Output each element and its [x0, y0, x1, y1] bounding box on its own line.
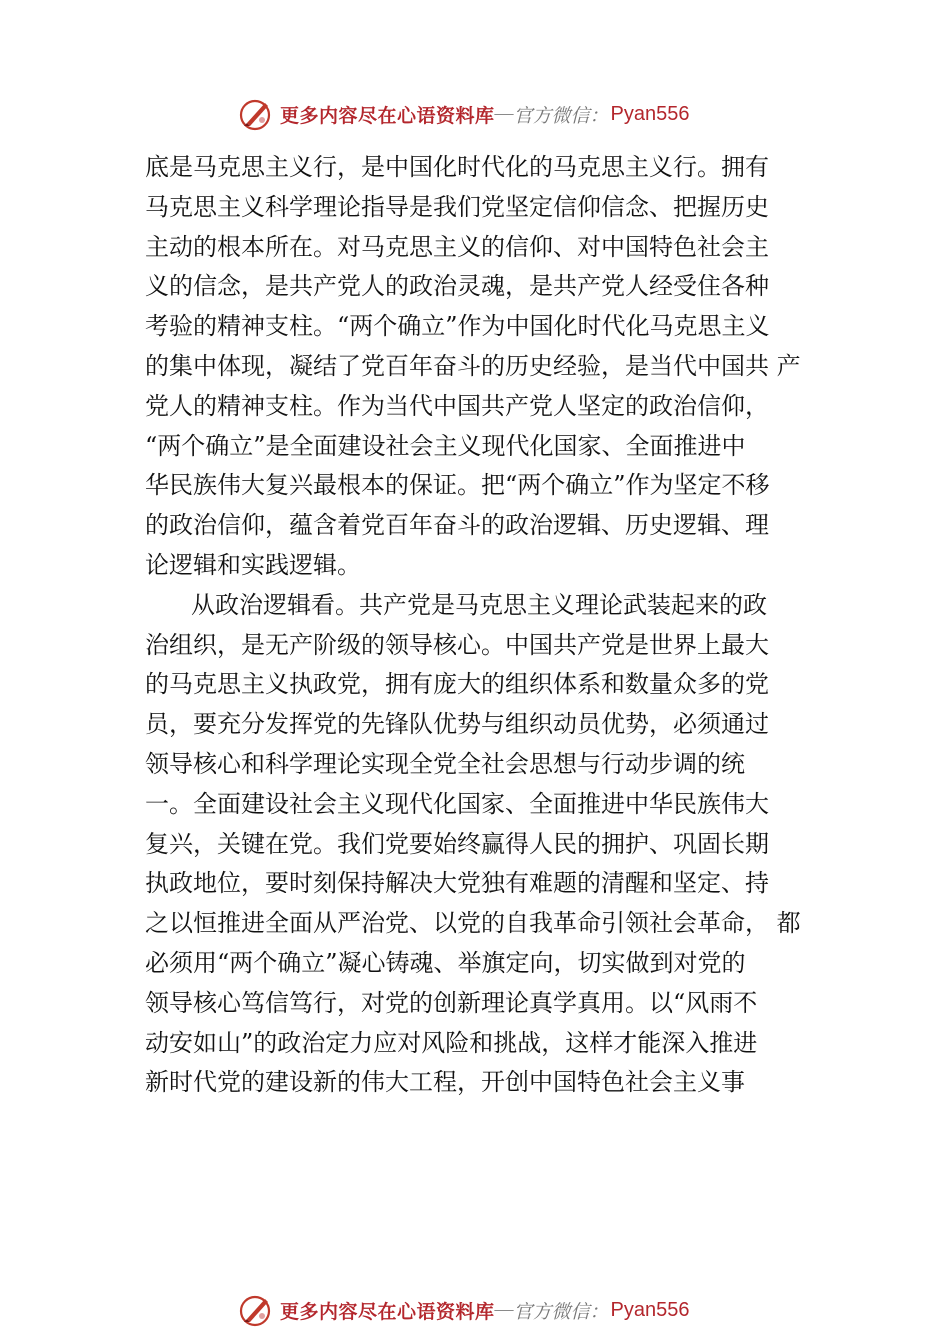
banner-brand-text: 更多内容尽在心语资料库 [280, 1300, 495, 1323]
quill-logo-icon [238, 96, 274, 132]
text-line: 新时代党的建设新的伟大工程，开创中国特色社会主义事 [145, 1068, 745, 1097]
text-line: 动安如山”的政治定力应对风险和挑战，这样才能深入推进 [145, 1028, 758, 1057]
text-line: 领导核心笃信笃行，对党的创新理论真学真用。以“风雨不 [145, 988, 758, 1017]
document-body [145, 148, 835, 1103]
banner-wechat-id: Pyan556 [610, 1298, 690, 1321]
text-line: 复兴，关键在党。我们党要始终赢得人民的拥护、巩固长期 [145, 829, 769, 858]
banner-brand-text: 更多内容尽在心语资料库 [280, 104, 495, 127]
text-line: 的集中体现，凝结了党百年奋斗的历史经验，是当代中国共 产 [145, 351, 801, 380]
text-line: 考验的精神支柱。“两个确立”作为中国化时代化马克思主义 [145, 312, 770, 341]
text-line: 底是马克思主义行，是中国化时代化的马克思主义行。拥有 [145, 153, 769, 181]
text-line: 义的信念，是共产党人的政治灵魂，是共产党人经受住各种 [145, 272, 769, 301]
text-line: 治组织，是无产阶级的领导核心。中国共产党是世界上最大 [145, 630, 769, 659]
text-line: 从政治逻辑看。共产党是马克思主义理论武装起来的政 [191, 590, 767, 619]
banner-dash: — [494, 103, 514, 124]
banner-wechat-label: 官方微信： [513, 1300, 609, 1323]
paragraph-1 [145, 148, 835, 586]
text-line: 执政地位，要时刻保持解决大党独有难题的清醒和坚定、持 [145, 869, 769, 898]
banner-wechat-id: Pyan556 [610, 102, 690, 125]
quill-logo-icon [238, 1292, 274, 1328]
text-line: 的马克思主义执政党，拥有庞大的组织体系和数量众多的党 [145, 670, 769, 699]
banner-wechat-label: 官方微信： [513, 104, 609, 127]
text-line: 之以恒推进全面从严治党、以党的自我革命引领社会革命， 都 [145, 909, 801, 938]
text-line: 党人的精神支柱。作为当代中国共产党人坚定的政治信仰， [145, 391, 769, 420]
text-line: 华民族伟大复兴最根本的保证。把“两个确立”作为坚定不移 [145, 471, 770, 500]
text-line: 主动的根本所在。对马克思主义的信仰、对中国特色社会主 [145, 232, 769, 261]
paragraph-2 [145, 586, 835, 1103]
text-line: 员，要充分发挥党的先锋队优势与组织动员优势，必须通过 [145, 710, 769, 739]
footer-banner [238, 1290, 738, 1330]
text-line: 领导核心和科学理论实现全党全社会思想与行动步调的统 [145, 749, 745, 778]
text-line: 必须用“两个确立”凝心铸魂、举旗定向，切实做到对党的 [145, 948, 746, 977]
text-line: “两个确立”是全面建设社会主义现代化国家、全面推进中 [145, 431, 746, 460]
text-line: 的政治信仰，蕴含着党百年奋斗的政治逻辑、历史逻辑、理 [145, 511, 769, 540]
text-line: 一。全面建设社会主义现代化国家、全面推进中华民族伟大 [145, 789, 769, 818]
text-line: 论逻辑和实践逻辑。 [145, 550, 361, 579]
banner-dash: — [494, 1299, 514, 1320]
text-line: 马克思主义科学理论指导是我们党坚定信仰信念、把握历史 [145, 192, 769, 221]
header-banner [238, 94, 738, 134]
